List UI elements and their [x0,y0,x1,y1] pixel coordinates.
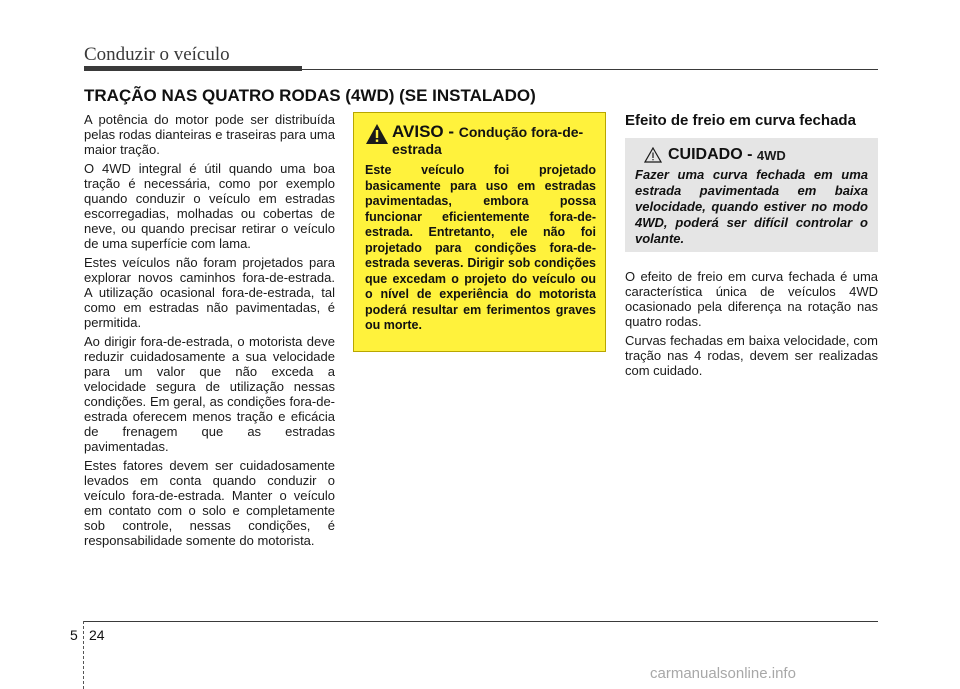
header-rule-thin [302,69,878,70]
paragraph: Ao dirigir fora-de-estrada, o motorista deve reduzir cuidadosamente a sua velocidade para um valor que não exceda a velocidade segura de utilização nessas condições. Em geral, as condições fora-de-estrada oferecem menos tração e eficácia de frenagem que as estradas pavimentadas. [84,334,335,454]
warning-subtitle: Condução fora-de-estrada [392,124,584,157]
footer-divider [83,621,84,689]
warning-box [353,112,606,352]
caution-header [644,146,868,164]
warning-triangle-icon [365,123,389,145]
paragraph: O efeito de freio em curva fechada é uma característica única de veículos 4WD ocasionado pela diferença na rotação nas quatro rodas. [625,269,878,329]
caution-word: CUIDADO - [668,146,753,163]
paragraph: Estes veículos não foram projetados para explorar novos caminhos fora-de-estrada. A utilização ocasional fora-de-estrada, tal como em estradas não pavimentadas, é permitida. [84,255,335,330]
paragraph: A potência do motor pode ser distribuída pelas rodas dianteiras e traseiras para uma maior tração. [84,112,335,157]
warning-text: Este veículo foi projetado basicamente para uso em estradas pavimentadas, embora possa funcionar eficientemente fora-de-estrada. Entretanto, ele não foi projetado para condições fora-de-estrada severas. Dirigir sob condições que excedam o projeto do veículo ou o nível de experiência do motorista poderá resultar em ferimentos graves ou morte. [365,163,596,332]
warning-word: AVISO - [392,122,459,141]
header-rule-thick [84,66,302,71]
caution-triangle-icon [644,147,662,163]
caution-box [625,138,878,252]
watermark: carmanualsonline.info [650,665,796,682]
left-column [84,112,335,552]
right-column [625,269,878,382]
subsection-heading: Efeito de freio em curva fechada [625,112,856,129]
paragraph: Estes fatores devem ser cuidadosamente levados em conta quando conduzir o veículo fora-de-estrada. Manter o veículo em contato com o solo e completamente sob controle, nessas condições, é responsabilidade somente do motorista. [84,458,335,548]
caution-text: Fazer uma curva fechada em uma estrada pavimentada em baixa velocidade, quando estiver no modo 4WD, poderá ser difícil controlar o volante. [635,167,868,246]
caution-subtitle: 4WD [756,147,786,163]
warning-header [365,123,596,158]
warning-title [392,123,596,158]
footer-rule [84,621,878,622]
page-number: 24 [89,627,105,643]
chapter-number: 5 [70,627,78,643]
paragraph: Curvas fechadas em baixa velocidade, com tração nas 4 rodas, devem ser realizadas com cuidado. [625,333,878,378]
chapter-title: Conduzir o veículo [84,44,230,65]
paragraph: O 4WD integral é útil quando uma boa tração é necessária, como por exemplo quando conduzir o veículo em estradas escorregadias, molhadas ou cobertas de neve, ou quando precisar retirar o veículo de uma superfície com lama. [84,161,335,251]
section-title: TRAÇÃO NAS QUATRO RODAS (4WD) (SE INSTALADO) [84,86,536,105]
